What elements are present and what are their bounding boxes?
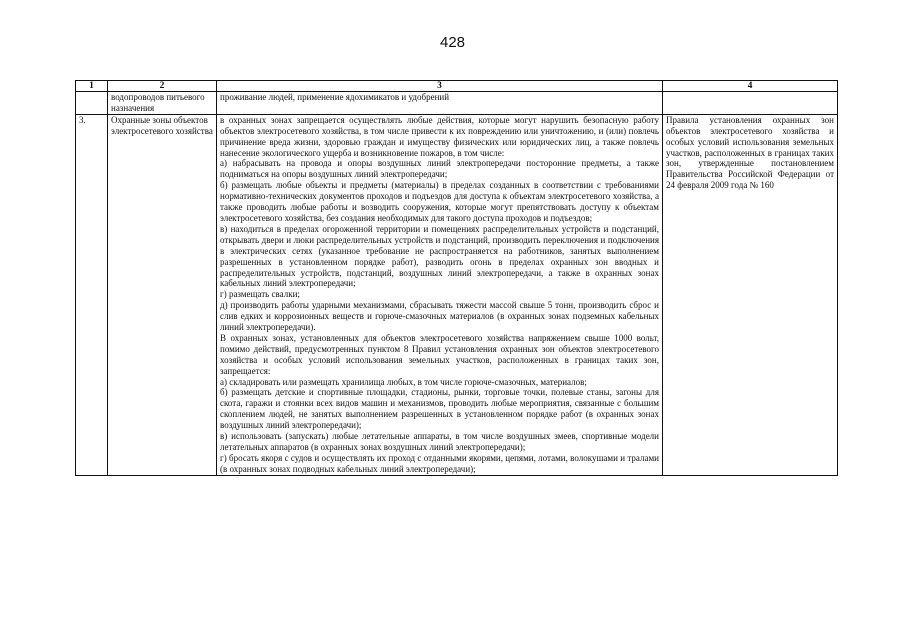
row-prev-number bbox=[76, 92, 108, 115]
header-col-3: 3 bbox=[217, 81, 663, 92]
table-header-row bbox=[76, 81, 838, 92]
source-text: Правила установления охранных зон объектов электросетевого хозяйства и особых условий использования земельных участков, расположенных в границах таких зон, утвержденные постановлением Правительства Российской Федерации от 24 февраля 2009 года № 160 bbox=[666, 114, 834, 191]
restriction-paragraph: в) использовать (запускать) любые летательные аппараты, в том числе воздушных змеев, спортивные модели летательных аппаратов (в охранных зонах воздушных линий электропередачи); bbox=[220, 431, 659, 452]
page-number: 428 bbox=[439, 34, 466, 51]
row-prev-name: водопроводов питьевого назначения bbox=[108, 92, 217, 115]
restriction-paragraph: В охранных зонах, установленных для объектов электросетевого хозяйства напряжением свыше 1000 вольт, помимо действий, предусмотренных пунктом 8 Правил установления охранных зон объектов электросетевого хозяйства и особых условий использования земельных участков, расположенных в границах таких зон, запрещается: bbox=[220, 332, 659, 376]
restrictions-cell bbox=[217, 114, 663, 475]
restriction-paragraph: г) размещать свалки; bbox=[220, 289, 300, 300]
restriction-paragraph: б) размещать любые объекты и предметы (материалы) в пределах созданных в соответствии с требованиями нормативно-технических документов проходов и подъездов для доступа к объектам электросетевого хозяйства, а также проводить любые работы и возводить сооружения, которые могут препятствовать доступу к объектам электросетевого хозяйства, без создания необходимых для такого доступа проходов и подъездов; bbox=[220, 180, 659, 223]
regulations-table bbox=[75, 80, 838, 476]
restriction-paragraph: а) набрасывать на провода и опоры воздушных линий электропередачи посторонние предметы, а также подниматься на опоры воздушных линий электропередачи; bbox=[220, 158, 659, 180]
header-col-4: 4 bbox=[663, 81, 838, 92]
restriction-paragraph: б) размещать детские и спортивные площадки, стадионы, рынки, торговые точки, полевые станы, загоны для скота, гаражи и стоянки всех видов машин и механизмов, проводить любые мероприятия, связанные с большим скоплением людей, не занятых выполнением разрешенных в установленном порядке работ (в охранных зонах воздушных линий электропередачи); bbox=[220, 387, 659, 431]
header-col-2: 2 bbox=[108, 81, 217, 92]
zone-name: Охранные зоны объектов электросетевого хозяйства bbox=[108, 114, 217, 475]
restriction-paragraph: в охранных зонах запрещается осуществлять любые действия, которые могут нарушить безопасную работу объектов электросетевого хозяйства, в том числе привести к их повреждению или уничтожению, и (или) повлечь причинение вреда жизни, здоровью граждан и имуществу физических или юридических лиц, а также повлечь нанесение экологического ущерба и возникновение пожаров, в том числе: bbox=[220, 114, 659, 158]
source-cell bbox=[663, 114, 838, 475]
restriction-paragraph: в) находиться в пределах огороженной территории и помещениях распределительных устройств и подстанций, открывать двери и люки распределительных устройств и подстанций, производить переключения и подключения в электрических сетях (указанное требование не распространяется на работников, занятых выполнением разрешенных в установленном порядке работ), разводить огонь в пределах охранных зон вводных и распределительных устройств, подстанций, воздушных линий электропередачи, а также в охранных зонах кабельных линий электропередачи; bbox=[220, 223, 659, 289]
row-prev-source bbox=[663, 92, 838, 115]
row-prev-restrictions: проживание людей, применение ядохимикатов и удобрений bbox=[217, 92, 663, 115]
restriction-paragraph: а) складировать или размещать хранилища любых, в том числе горюче-смазочных, материалов; bbox=[220, 376, 587, 387]
restriction-paragraph: д) производить работы ударными механизмами, сбрасывать тяжести массой свыше 5 тонн, производить сброс и слив едких и коррозионных веществ и горюче-смазочных материалов (в охранных зонах подземных кабельных линий электропередачи). bbox=[220, 300, 659, 333]
row-number: 3. bbox=[76, 114, 108, 475]
table-row-previous bbox=[76, 92, 838, 115]
restriction-paragraph: г) бросать якоря с судов и осуществлять их проход с отданными якорями, цепями, лотами, волокушами и тралами (в охранных зонах подводных кабельных линий электропередачи); bbox=[220, 452, 659, 474]
header-col-1: 1 bbox=[76, 81, 108, 92]
table-row-3 bbox=[76, 114, 838, 475]
